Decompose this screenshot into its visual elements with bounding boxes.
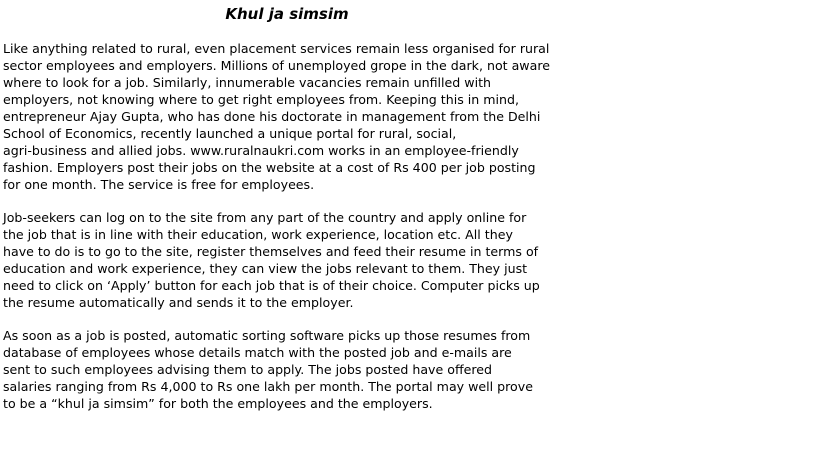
paragraph-line: where to look for a job. Similarly, innumerable vacancies remain unfilled with	[3, 75, 491, 90]
paragraph-line: sector employees and employers. Millions of unemployed grope in the dark, not aware	[3, 58, 550, 73]
paragraph-line: have to do is to go to the site, register themselves and feed their resume in terms of	[3, 244, 539, 259]
paragraph-line: the job that is in line with their education, work experience, location etc. All they	[3, 227, 513, 242]
paragraph-line: agri-business and allied jobs. www.ruralnaukri.com works in an employee-friendly	[3, 143, 519, 158]
article-title: Khul ja simsim	[225, 5, 349, 23]
paragraph-line: database of employees whose details match with the posted job and e-mails are	[3, 345, 512, 360]
paragraph-line: Job-seekers can log on to the site from any part of the country and apply online for	[3, 210, 527, 225]
paragraph-line: Like anything related to rural, even placement services remain less organised for rural	[3, 41, 550, 56]
paragraph-line: As soon as a job is posted, automatic sorting software picks up those resumes from	[3, 328, 531, 343]
paragraph-line: for one month. The service is free for employees.	[3, 177, 315, 192]
paragraph-line: entrepreneur Ajay Gupta, who has done his doctorate in management from the Delhi	[3, 109, 541, 124]
paragraph-line: education and work experience, they can view the jobs relevant to them. They just	[3, 261, 528, 276]
paragraph-line: need to click on ‘Apply’ button for each job that is of their choice. Computer picks up	[3, 278, 540, 293]
article-paragraph-3	[3, 327, 578, 412]
paragraph-line: the resume automatically and sends it to the employer.	[3, 295, 354, 310]
paragraph-line: School of Economics, recently launched a unique portal for rural, social,	[3, 126, 457, 141]
paragraph-line: salaries ranging from Rs 4,000 to Rs one lakh per month. The portal may well prove	[3, 379, 533, 394]
paragraph-line: to be a “khul ja simsim” for both the employees and the employers.	[3, 396, 433, 411]
article-paragraph-2	[3, 209, 578, 311]
paragraph-line: employers, not knowing where to get right employees from. Keeping this in mind,	[3, 92, 520, 107]
paragraph-line: sent to such employees advising them to apply. The jobs posted have offered	[3, 362, 493, 377]
article	[3, 0, 578, 412]
article-paragraph-1	[3, 40, 578, 193]
paragraph-line: fashion. Employers post their jobs on the website at a cost of Rs 400 per job posting	[3, 160, 536, 175]
